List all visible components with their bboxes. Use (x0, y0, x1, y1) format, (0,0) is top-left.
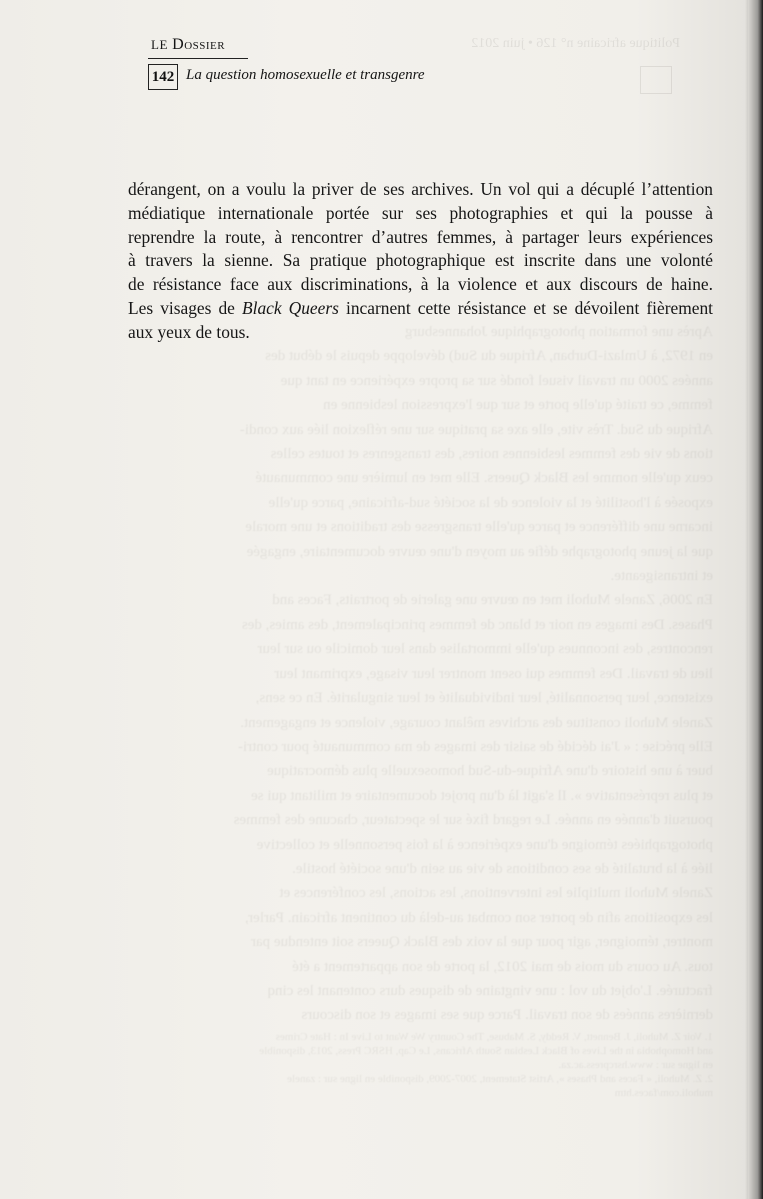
body-line: dérangent, on a voulu la priver de ses archives. Un vol qui a décuplé l’attention (128, 179, 713, 199)
body-line: reprendre la route, à rencontrer d’autres femmes, à partager leurs expériences (128, 226, 713, 247)
page-edge-shadow (745, 0, 763, 1199)
section-prefix: LE (151, 37, 168, 52)
body-line: médiatique internationale portée sur ses photographies et qui la pousse à (128, 202, 713, 223)
show-through-page-box (640, 66, 672, 94)
body-line: de résistance face aux discriminations, à la violence et aux discours de haine. (128, 274, 713, 295)
show-through-header: Politique africaine n° 126 • juin 2012 (471, 36, 680, 51)
page-number: 142 (148, 64, 178, 90)
section-label (151, 36, 225, 54)
show-through-footnotes: 1. Voir Z. Muholi, J. Bennett, V. Reddy, S. Mabuse, The Country We Want to Live In : Hate Crimes and Homophobia in the Lives of Black Lesbian South Africans, Le Cap, HSRC Press, 2013, disponible en ligne sur : www.hsrcpress.ac.za. 2. Z. Muholi, « Faces and Phases », Artist Statement, 2007-2009, disponible en ligne sur : zanele muholi.com/faces.htm (259, 1031, 713, 1099)
italic-term: Black Queers (242, 297, 339, 318)
header-rule (148, 58, 248, 59)
body-line-start: Les visages de (128, 297, 242, 318)
section-name: Dossier (172, 36, 226, 53)
body-line (128, 297, 713, 321)
body-line-end: incarnent cette résistance et se dévoilent fièrement (338, 297, 713, 318)
body-paragraph (128, 178, 713, 345)
body-line: à travers la sienne. Sa pratique photographique est inscrite dans une volonté (128, 250, 713, 271)
running-title: La question homosexuelle et transgenre (186, 67, 425, 83)
show-through-text: Après une formation photographique Johannesburg en 1972, à Umlazi-Durban, Afrique du Sud) développe depuis le début des années 2000 un travail visuel fondé sur sa propre expérience en tant que femme, ce traité qu'elle porte et sur que l'expression lesbienne en Afrique du Sud. Très vite, elle axe sa pratique sur une réflexion liée aux condi- tions de vie des femmes lesbiennes noires, des transgenres et toutes celles ceux qu'elle nomme les Black Queers. Elle met en lumière une communauté exposée à l'hostilité et la violence de la société sud-africaine, parce qu'elle incarne une différence et parce qu'elle transgresse des traditions et une morale que la jeune photographe défie au moyen d'une œuvre documentaire, engagée et intransigeante. En 2006, Zanele Muholi met en œuvre une galerie de portraits, Faces and Phases. Des images en noir et blanc de femmes principalement, des amies, des rencontres, des inconnues qu'elle immortalise dans leur domicile ou sur leur lieu de travail. Des femmes qui osent montrer leur visage, exprimant leur existence, leur personnalité, leur individualité et leur singularité. En ce sens, Zanele Muholi constitue des archives mêlant courage, violence et engagement. Elle précise : « J'ai décidé de saisir des images de ma communauté pour contri- buer à une histoire d'une Afrique-du-Sud homosexuelle plus démocratique et plus représentative ». Il s'agit là d'un projet documentaire et militant qui se poursuit d'année en année. Le regard fixé sur le spectateur, chacune des femmes photographiées témoigne d'une expérience à la fois personnelle et collective liée à la brutalité de ses conditions de vie au sein d'une société hostile. Zanele Muholi multiplie les interventions, les actions, les conférences et les expositions afin de porter son combat au-delà du continent africain. Parler, montrer, témoigner, agir pour que la voix des Black Queers soit entendue par tous. Au cours du mois de mai 2012, la porte de son appartement a été fracturée. L'objet du vol : une vingtaine de disques durs contenant les cinq dernières années de son travail. Parce que ses images et son discours (233, 324, 713, 1024)
body-line: aux yeux de tous. (128, 321, 250, 342)
